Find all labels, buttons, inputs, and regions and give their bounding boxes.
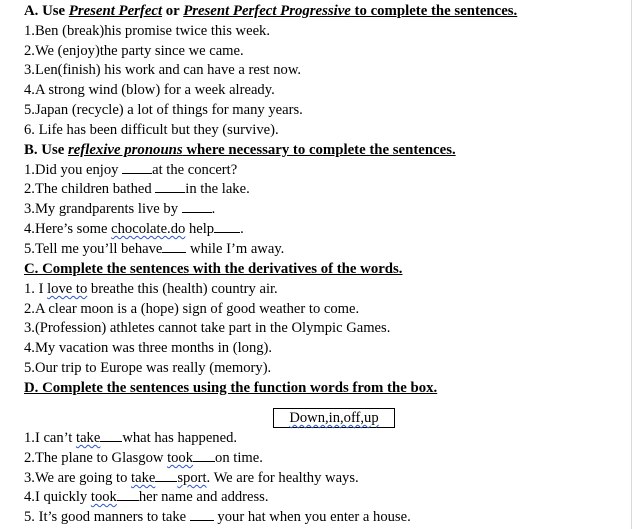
answer-blank[interactable] bbox=[162, 240, 186, 253]
section-b-item-4-text-a: 4.Here’s some bbox=[24, 221, 112, 237]
section-b-item-2-text-b: in the lake. bbox=[185, 181, 250, 197]
page-edge-rule bbox=[631, 0, 632, 529]
answer-blank[interactable] bbox=[190, 508, 214, 521]
section-c-item-3: 3.(Profession) athletes cannot take part in the Olympic Games. bbox=[24, 320, 391, 336]
section-a-item-4: 4.A strong wind (blow) for a week already. bbox=[24, 82, 275, 98]
section-d-item-4 bbox=[24, 488, 269, 508]
answer-blank[interactable] bbox=[117, 488, 139, 501]
section-d-item-3-text-c: . We are for healthy ways. bbox=[206, 470, 359, 486]
section-c-item-1-text-b: breathe this (health) country air. bbox=[87, 281, 278, 297]
section-b-item-3 bbox=[24, 200, 215, 220]
answer-blank[interactable] bbox=[155, 469, 177, 482]
section-a-item-3: 3.Len(finish) his work and can have a rest now. bbox=[24, 62, 302, 78]
section-b-heading bbox=[24, 141, 456, 161]
spellcheck-word: took bbox=[167, 450, 194, 466]
section-d-item-5-text-a: 5. It’s good manners to take bbox=[24, 509, 190, 525]
spellcheck-word: take bbox=[76, 430, 101, 446]
section-a-label: A. Use bbox=[24, 3, 69, 19]
section-b-item-4-text-b: help bbox=[185, 221, 215, 237]
section-d-item-2-text-a: 2.The plane to Glasgow bbox=[24, 450, 168, 466]
answer-blank[interactable] bbox=[122, 161, 152, 174]
section-a-or: or bbox=[162, 3, 184, 19]
section-b-item-2-text-a: 2.The children bathed bbox=[24, 181, 156, 197]
section-b-item-5-text-b: while I’m away. bbox=[186, 241, 285, 257]
answer-blank[interactable] bbox=[100, 429, 122, 442]
answer-blank[interactable] bbox=[182, 200, 212, 213]
spellcheck-word: love to bbox=[47, 281, 88, 297]
section-b-item-2 bbox=[24, 180, 250, 200]
section-a-item-6: 6. Life has been difficult but they (survive). bbox=[24, 122, 279, 138]
section-b-item-4-text-c: . bbox=[240, 221, 244, 237]
section-a-rest: to complete the sentences. bbox=[350, 3, 518, 19]
section-d-item-2-text-b: on time. bbox=[215, 450, 263, 466]
section-d-item-4-text-b: her name and address. bbox=[138, 489, 269, 505]
section-b-item-3-text-a: 3.My grandparents live by bbox=[24, 201, 182, 217]
spellcheck-word: took bbox=[90, 489, 117, 505]
section-a-item-2: 2.We (enjoy)the party since we came. bbox=[24, 43, 244, 59]
section-c-item-2: 2.A clear moon is a (hope) sign of good weather to come. bbox=[24, 301, 360, 317]
section-d-heading: D. Complete the sentences using the function words from the box. bbox=[24, 380, 438, 396]
section-a-tense-2: Present Perfect Progressive bbox=[183, 3, 351, 19]
section-d-item-5 bbox=[24, 508, 411, 528]
section-b-item-1-text-b: at the concert? bbox=[152, 162, 238, 178]
section-d-item-1-text-b: what has happened. bbox=[122, 430, 238, 446]
section-a-tense-1: Present Perfect bbox=[68, 3, 163, 19]
section-c-item-1-text-a: 1. I bbox=[24, 281, 48, 297]
section-a-item-5: 5.Japan (recycle) a lot of things for many years. bbox=[24, 102, 303, 118]
answer-blank[interactable] bbox=[193, 449, 215, 462]
section-a-item-1: 1.Ben (break)his promise twice this week. bbox=[24, 23, 270, 39]
word-box-text: Down,in,off,up bbox=[289, 410, 379, 426]
answer-blank[interactable] bbox=[155, 180, 185, 193]
section-d-item-3 bbox=[24, 469, 359, 489]
section-b-item-3-text-b: . bbox=[211, 201, 216, 217]
section-b-rest: where necessary to complete the sentences. bbox=[182, 142, 456, 158]
section-d-item-4-text-a: 4.I quickly bbox=[24, 489, 91, 505]
section-b-term: reflexive pronouns bbox=[67, 142, 183, 158]
word-box bbox=[273, 408, 395, 428]
section-b-item-1-text-a: 1.Did you enjoy bbox=[24, 162, 123, 178]
spellcheck-word: chocolate.do bbox=[111, 221, 186, 237]
section-c-item-5: 5.Our trip to Europe was really (memory). bbox=[24, 360, 272, 376]
section-d-item-2 bbox=[24, 449, 263, 469]
section-b-item-4 bbox=[24, 220, 244, 240]
section-b-item-1 bbox=[24, 161, 237, 181]
section-c-item-1 bbox=[24, 280, 278, 300]
section-d-item-3-text-a: 3.We are going to bbox=[24, 470, 132, 486]
answer-blank[interactable] bbox=[214, 220, 240, 233]
spellcheck-word: take bbox=[131, 470, 156, 486]
section-d-item-1-text-a: 1.I can’t bbox=[24, 430, 77, 446]
spellcheck-word: sport bbox=[177, 470, 207, 486]
section-a-heading bbox=[24, 2, 517, 22]
section-b-item-5-text-a: 5.Tell me you’ll behave bbox=[24, 241, 163, 257]
section-b-item-5 bbox=[24, 240, 284, 260]
section-d-item-1 bbox=[24, 429, 237, 449]
section-b-label: B. Use bbox=[24, 142, 68, 158]
section-c-heading: C. Complete the sentences with the derivatives of the words. bbox=[24, 261, 403, 277]
section-d-item-5-text-b: your hat when you enter a house. bbox=[213, 509, 411, 525]
section-c-item-4: 4.My vacation was three months in (long). bbox=[24, 340, 273, 356]
